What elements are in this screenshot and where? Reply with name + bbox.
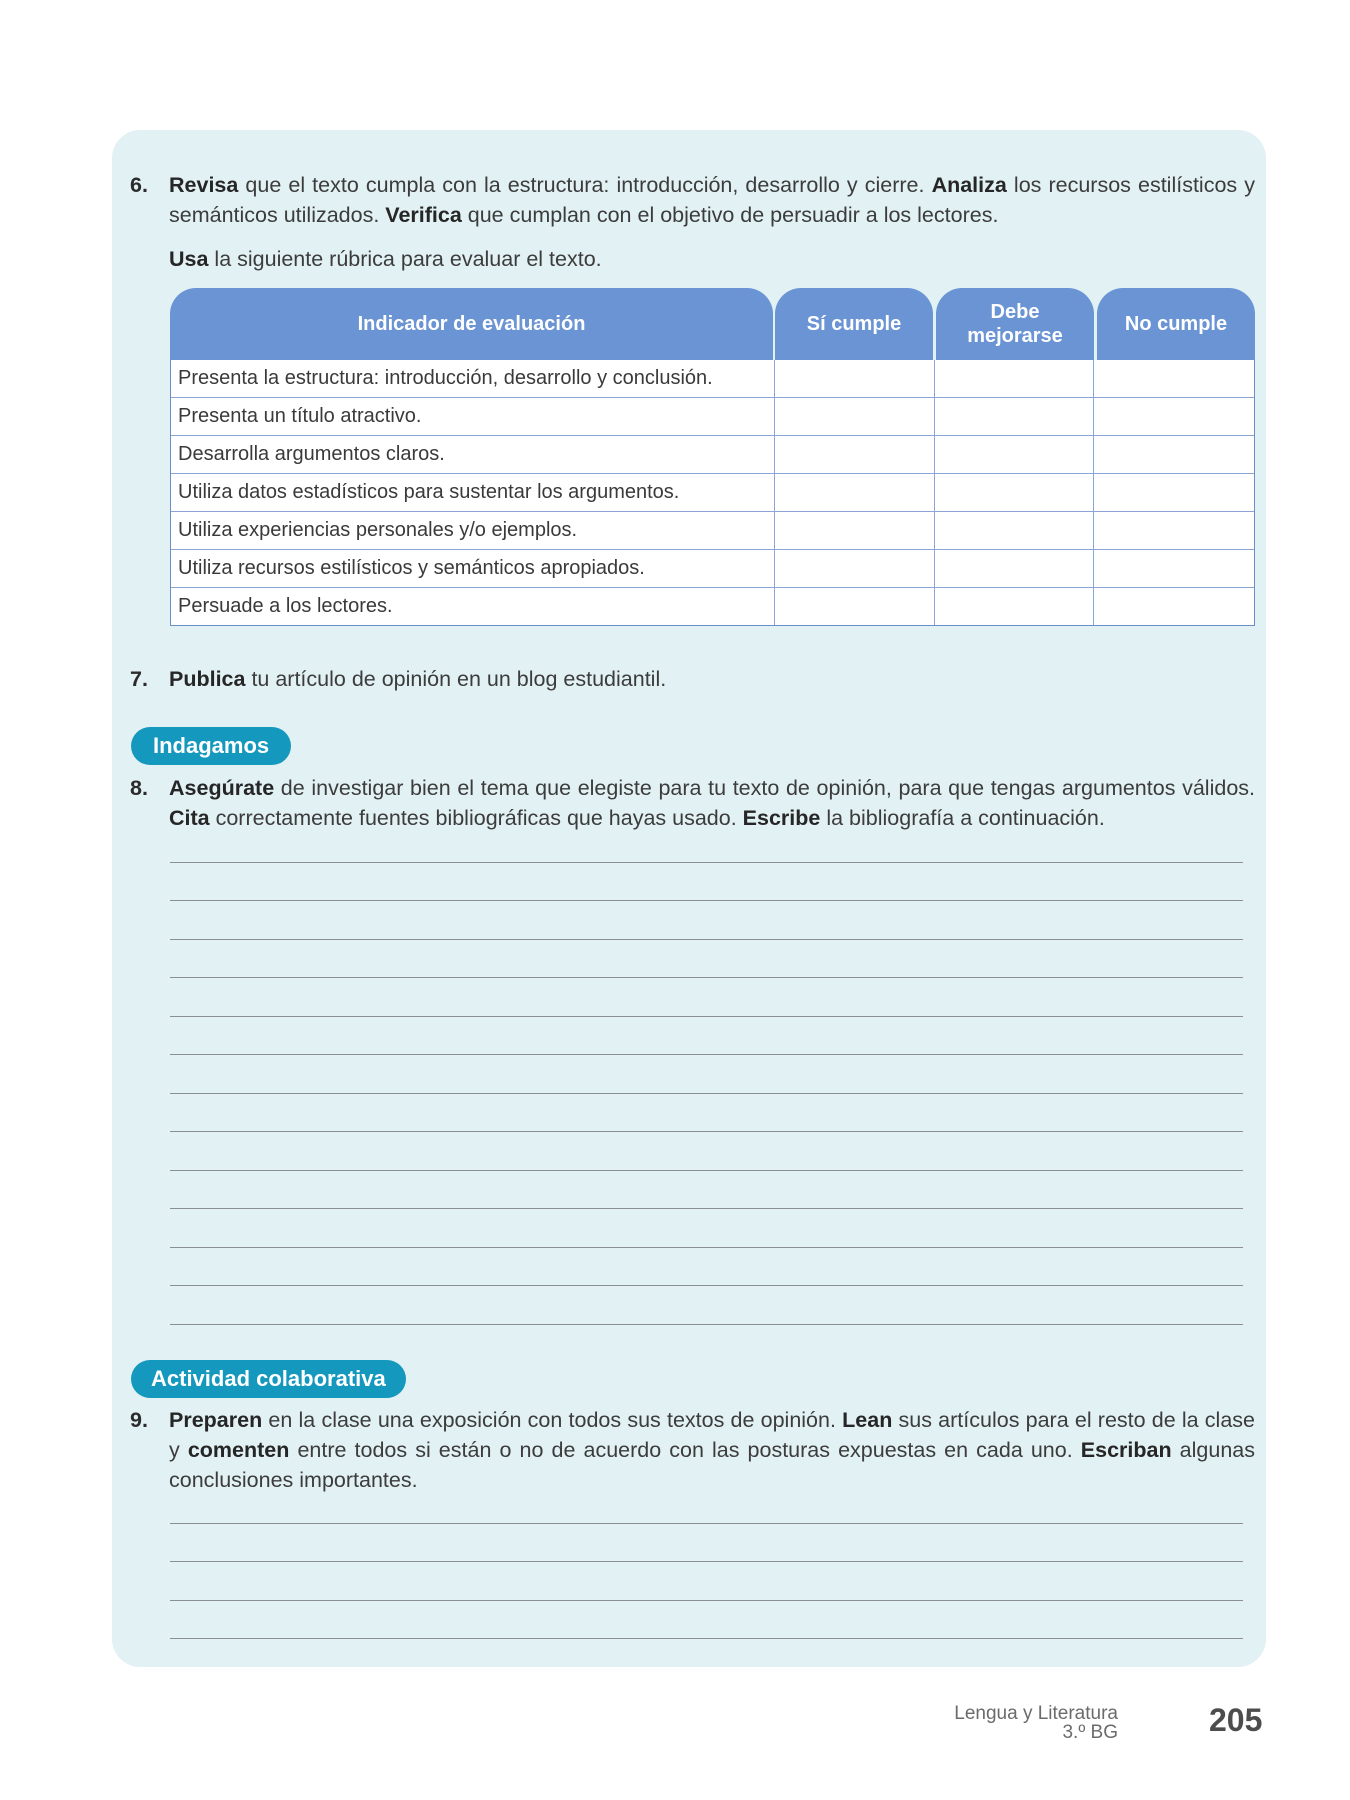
verb-preparen: Preparen: [169, 1408, 263, 1432]
item-9: 9. Preparen en la clase una exposición con todos sus textos de opinión. Lean sus artículos para el resto de la clase y comenten entre todos si están o no de acuerdo con las posturas expuestas en cada uno. Escriban algunas conclusiones importantes.: [130, 1405, 1255, 1495]
writing-line[interactable]: [170, 1054, 1243, 1055]
table-row: [171, 360, 1254, 397]
indicator-cell: Utiliza recursos estilísticos y semánticos apropiados.: [178, 557, 645, 579]
writing-line[interactable]: [170, 1131, 1243, 1132]
item-number: 7.: [130, 667, 148, 691]
table-row: [171, 511, 1254, 549]
verb-cita: Cita: [169, 806, 210, 830]
no-cumple-cell[interactable]: [1093, 360, 1254, 397]
si-cumple-cell[interactable]: [774, 550, 934, 587]
no-cumple-cell[interactable]: [1093, 512, 1254, 549]
rubric-instruction: Usa la siguiente rúbrica para evaluar el texto.: [169, 247, 602, 271]
item-number: 8.: [130, 776, 148, 800]
item-number: 6.: [130, 173, 148, 197]
writing-line[interactable]: [170, 939, 1243, 940]
item-8: 8. Asegúrate de investigar bien el tema que elegiste para tu texto de opinión, para que tengas argumentos válidos. Cita correctamente fuentes bibliográficas que hayas usado. Escribe la bibliografía a continuación.: [130, 773, 1255, 833]
no-cumple-cell[interactable]: [1093, 436, 1254, 473]
debe-mejorarse-cell[interactable]: [934, 588, 1094, 625]
writing-line[interactable]: [170, 1170, 1243, 1171]
table-row: [171, 435, 1254, 473]
indicator-cell: Presenta un título atractivo.: [178, 405, 422, 427]
si-cumple-cell[interactable]: [774, 360, 934, 397]
indicator-cell: Utiliza datos estadísticos para sustentar los argumentos.: [178, 481, 680, 503]
table-row: [171, 549, 1254, 587]
page-number: 205: [1209, 1702, 1263, 1738]
si-cumple-cell[interactable]: [774, 588, 934, 625]
writing-line[interactable]: [170, 977, 1243, 978]
writing-line[interactable]: [170, 1324, 1243, 1325]
debe-mejorarse-cell[interactable]: [934, 512, 1094, 549]
page-footer: [954, 1704, 1118, 1742]
verb-asegurate: Asegúrate: [169, 776, 275, 800]
no-cumple-cell[interactable]: [1093, 550, 1254, 587]
debe-mejorarse-cell[interactable]: [934, 474, 1094, 511]
header-indicador: Indicador de evaluación: [170, 288, 773, 360]
rubric-body: [170, 360, 1255, 626]
debe-mejorarse-cell[interactable]: [934, 398, 1094, 435]
writing-line[interactable]: [170, 1600, 1243, 1601]
footer-subject: Lengua y Literatura: [954, 1703, 1118, 1724]
rubric-table: [170, 288, 1255, 626]
verb-escriban: Escriban: [1080, 1438, 1172, 1462]
footer-grade: 3.º BG: [1062, 1722, 1118, 1743]
table-row: [171, 587, 1254, 625]
writing-line[interactable]: [170, 1523, 1243, 1524]
verb-analiza: Analiza: [931, 173, 1007, 197]
table-row: [171, 473, 1254, 511]
writing-line[interactable]: [170, 1093, 1243, 1094]
header-no-cumple: No cumple: [1097, 288, 1255, 360]
header-debe-mejorarse: Debe mejorarse: [936, 288, 1094, 360]
si-cumple-cell[interactable]: [774, 512, 934, 549]
writing-line[interactable]: [170, 1561, 1243, 1562]
no-cumple-cell[interactable]: [1093, 474, 1254, 511]
verb-comenten: comenten: [187, 1438, 290, 1462]
writing-line[interactable]: [170, 862, 1243, 863]
no-cumple-cell[interactable]: [1093, 588, 1254, 625]
item-number: 9.: [130, 1408, 148, 1432]
item-7: 7. Publica tu artículo de opinión en un blog estudiantil.: [130, 664, 1255, 694]
writing-line[interactable]: [170, 1638, 1243, 1639]
si-cumple-cell[interactable]: [774, 398, 934, 435]
verb-revisa: Revisa: [169, 173, 239, 197]
indicator-cell: Persuade a los lectores.: [178, 595, 393, 617]
debe-mejorarse-cell[interactable]: [934, 360, 1094, 397]
writing-line[interactable]: [170, 1247, 1243, 1248]
section-badge-indagamos: Indagamos: [131, 727, 291, 765]
verb-publica: Publica: [169, 667, 246, 691]
si-cumple-cell[interactable]: [774, 436, 934, 473]
debe-mejorarse-cell[interactable]: [934, 436, 1094, 473]
writing-line[interactable]: [170, 1285, 1243, 1286]
verb-verifica: Verifica: [385, 203, 462, 227]
writing-line[interactable]: [170, 1208, 1243, 1209]
writing-line[interactable]: [170, 1016, 1243, 1017]
verb-escribe: Escribe: [742, 806, 821, 830]
item-6: 6. Revisa que el texto cumpla con la estructura: introducción, desarrollo y cierre. Analiza los recursos estilísticos y semánticos utilizados. Verifica que cumplan con el objetivo de persuadir a los lectores.: [130, 170, 1255, 230]
indicator-cell: Presenta la estructura: introducción, desarrollo y conclusión.: [178, 367, 713, 389]
debe-mejorarse-cell[interactable]: [934, 550, 1094, 587]
writing-line[interactable]: [170, 900, 1243, 901]
verb-lean: Lean: [842, 1408, 893, 1432]
si-cumple-cell[interactable]: [774, 474, 934, 511]
section-badge-actividad-colaborativa: Actividad colaborativa: [131, 1360, 406, 1398]
indicator-cell: Desarrolla argumentos claros.: [178, 443, 445, 465]
rubric-header: [170, 288, 1255, 360]
no-cumple-cell[interactable]: [1093, 398, 1254, 435]
table-row: [171, 397, 1254, 435]
header-si-cumple: Sí cumple: [775, 288, 933, 360]
indicator-cell: Utiliza experiencias personales y/o ejemplos.: [178, 519, 578, 541]
